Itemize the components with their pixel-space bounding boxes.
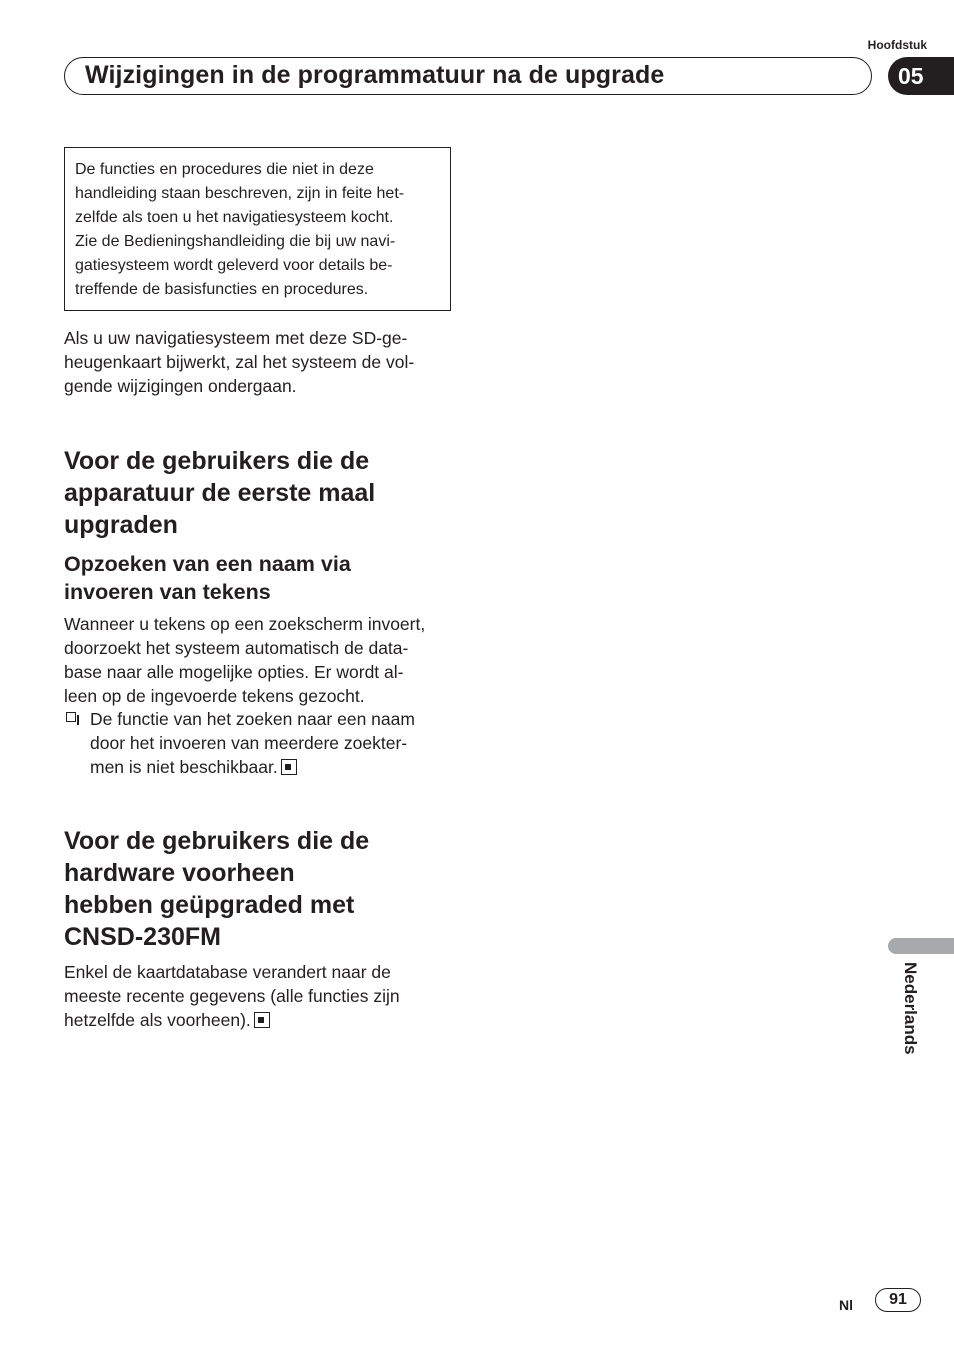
section2-heading-line: hardware voorheen [64, 859, 295, 887]
note-line: zelfde als toen u het navigatiesysteem kocht. [75, 209, 394, 226]
note-line: treffende de basisfuncties en procedures. [75, 281, 369, 298]
body-line: doorzoekt het systeem automatisch de data- [64, 638, 409, 658]
body-line: Enkel de kaartdatabase verandert naar de [64, 962, 391, 982]
section2-heading-line: CNSD-230FM [64, 923, 221, 951]
page-number: 91 [875, 1288, 921, 1312]
checkbox-bullet-icon [66, 712, 76, 722]
note-line: De functies en procedures die niet in deze [75, 161, 374, 178]
subheading-line: invoeren van tekens [64, 580, 271, 604]
bullet-line: door het invoeren van meerdere zoekter- [90, 733, 408, 753]
chapter-title: Wijzigingen in de programmatuur na de upgrade [85, 61, 665, 89]
intro-paragraph [64, 326, 450, 398]
section1-subheading [64, 550, 450, 606]
section1-body [64, 612, 450, 708]
end-of-section-icon [281, 759, 297, 775]
language-label: Nederlands [901, 962, 920, 1055]
bullet-line: De functie van het zoeken naar een naam [90, 709, 415, 729]
section2-heading-line: Voor de gebruikers die de [64, 827, 370, 855]
note-line: gatiesysteem wordt geleverd voor details be- [75, 257, 393, 274]
chapter-label: Hoofdstuk [867, 38, 927, 52]
intro-line: gende wijzigingen ondergaan. [64, 376, 297, 396]
chapter-number-badge: 05 [888, 57, 954, 95]
body-line: hetzelfde als voorheen). [64, 1010, 251, 1030]
section1-heading-line: apparatuur de eerste maal [64, 479, 376, 507]
body-line: Wanneer u tekens op een zoekscherm invoert, [64, 614, 426, 634]
intro-line: heugenkaart bijwerkt, zal het systeem de vol- [64, 352, 415, 372]
body-line: meeste recente gegevens (alle functies zijn [64, 986, 400, 1006]
chapter-header [64, 57, 872, 95]
note-bullet [64, 707, 476, 779]
note-line: Zie de Bedieningshandleiding die bij uw navi- [75, 233, 396, 250]
language-tab [888, 938, 954, 954]
bullet-line: men is niet beschikbaar. [90, 757, 278, 777]
end-of-section-icon [254, 1012, 270, 1028]
section2-heading [64, 825, 450, 953]
section1-heading-line: Voor de gebruikers die de [64, 447, 370, 475]
language-code: Nl [839, 1297, 853, 1313]
section1-heading-line: upgraden [64, 511, 178, 539]
note-line: handleiding staan beschreven, zijn in feite het- [75, 185, 405, 202]
section2-heading-line: hebben geüpgraded met [64, 891, 355, 919]
body-line: base naar alle mogelijke opties. Er wordt al- [64, 662, 404, 682]
note-box [64, 147, 451, 311]
subheading-line: Opzoeken van een naam via [64, 552, 351, 576]
intro-line: Als u uw navigatiesysteem met deze SD-ge- [64, 328, 408, 348]
section2-body [64, 960, 450, 1032]
section1-heading [64, 445, 450, 541]
body-line: leen op de ingevoerde tekens gezocht. [64, 686, 365, 706]
